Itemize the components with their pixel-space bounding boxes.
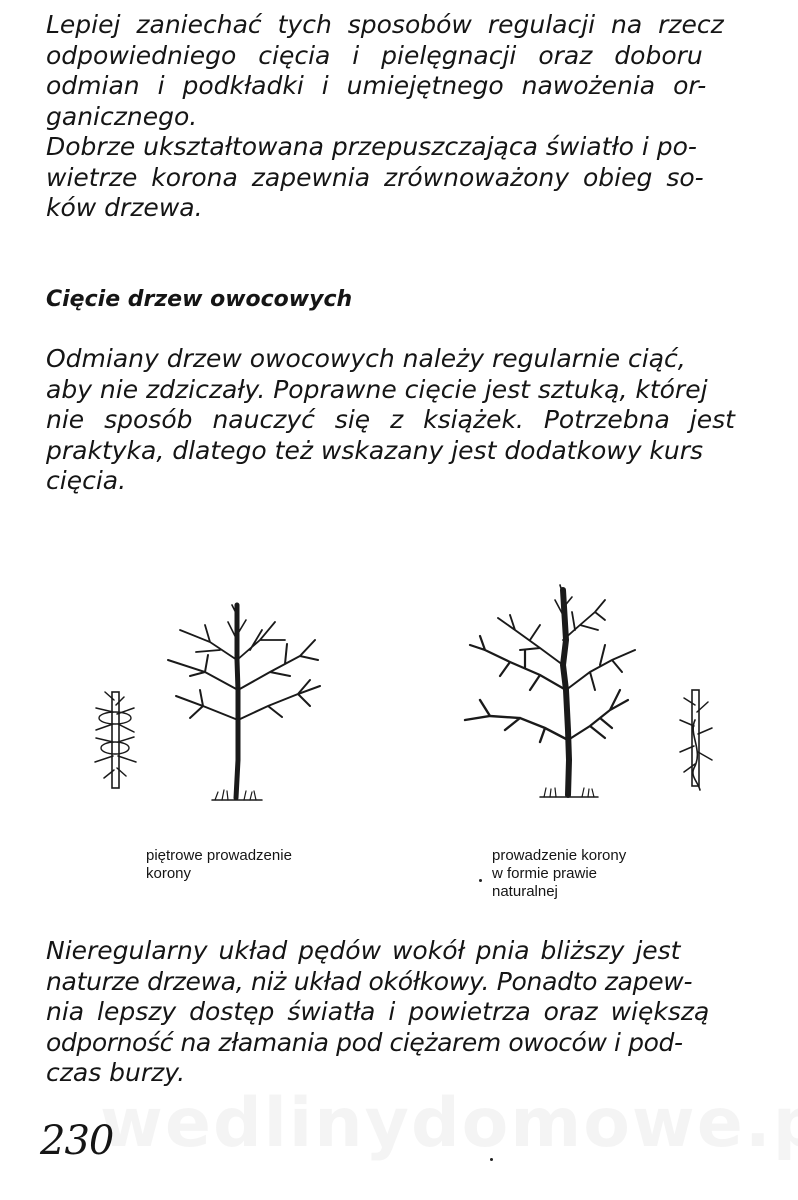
caption-tiered-crown xyxy=(146,847,292,883)
text-line: odmian i podkładki i umiejętnego nawożenia or- xyxy=(46,71,707,100)
print-speck xyxy=(479,879,482,882)
section-heading: Cięcie drzew owocowych xyxy=(46,287,353,312)
paragraph-intro xyxy=(46,344,736,497)
text-line: nie sposób nauczyć się z książek. Potrzebna jest xyxy=(46,405,735,434)
text-line: naturze drzewa, niż układ okółkowy. Ponadto zapew- xyxy=(46,966,693,996)
text-line: Nieregularny układ pędów wokół pnia bliższy jest xyxy=(46,936,681,965)
text-line: ków drzewa. xyxy=(46,193,203,222)
text-line: cięcia. xyxy=(46,466,127,495)
caption-line: naturalnej xyxy=(492,883,558,900)
caption-natural-crown xyxy=(492,847,626,901)
text-line: czas burzy. xyxy=(46,1058,186,1087)
caption-line: korony xyxy=(146,865,192,882)
paragraph-bottom xyxy=(46,936,736,1089)
paragraph-top xyxy=(46,10,736,224)
text-line: wietrze korona zapewnia zrównoważony obieg so- xyxy=(46,162,704,192)
text-line: Odmiany drzew owocowych należy regularnie ciąć, xyxy=(46,344,686,373)
text-line: Dobrze ukształtowana przepuszczająca światło i po- xyxy=(46,132,697,161)
text-line: praktyka, dlatego też wskazany jest dodatkowy kurs xyxy=(46,435,704,465)
text-line: ganicznego. xyxy=(46,101,198,131)
print-speck xyxy=(490,1158,493,1161)
caption-line: w formie prawie xyxy=(492,865,598,882)
page-number: 230 xyxy=(40,1118,114,1164)
text-line: aby nie zdziczały. Poprawne cięcie jest sztuką, której xyxy=(46,374,708,404)
watermark xyxy=(100,1084,798,1164)
text-line: Lepiej zaniechać tych sposobów regulacji na rzecz xyxy=(46,10,724,39)
tree-pruning-illustration xyxy=(0,540,798,830)
caption-line: piętrowe prowadzenie xyxy=(146,847,292,864)
caption-line: prowadzenie korony xyxy=(492,847,627,864)
tree-tiered-crown-icon xyxy=(168,605,320,800)
tree-natural-crown-icon xyxy=(465,585,635,797)
text-line: odpowiedniego cięcia i pielęgnacji oraz doboru xyxy=(46,40,703,70)
text-line: odporność na złamania pod ciężarem owoców i pod- xyxy=(46,1027,683,1057)
text-line: nia lepszy dostęp światła i powietrza oraz większą xyxy=(46,997,710,1026)
young-tree-tiered-icon xyxy=(95,692,136,788)
young-tree-natural-icon xyxy=(680,690,712,790)
